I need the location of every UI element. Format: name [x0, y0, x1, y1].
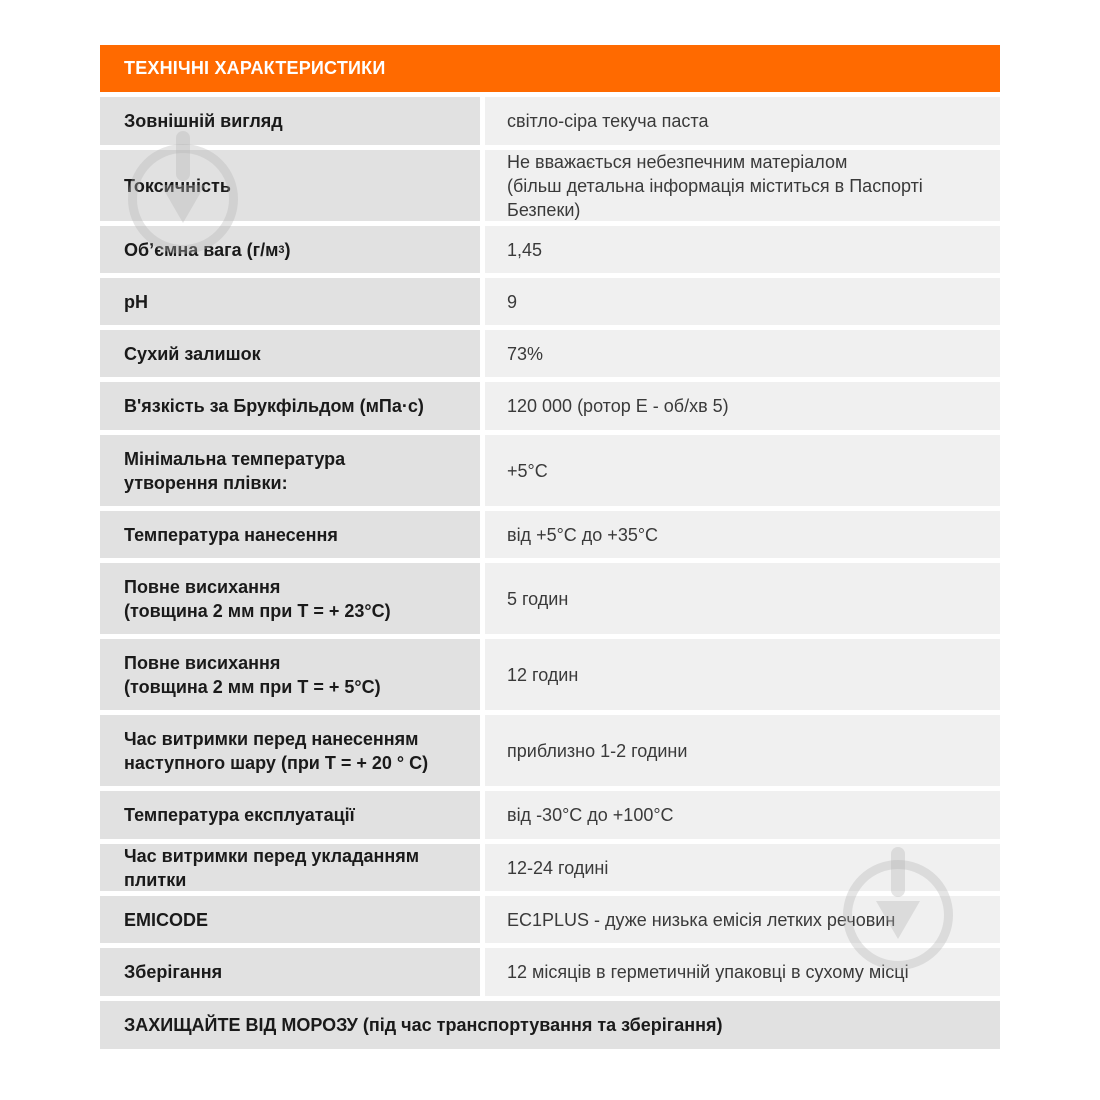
- row-label: EMICODE: [100, 896, 480, 943]
- row-label: Об’ємна вага (г/м 3 ): [100, 226, 480, 273]
- table-row: [100, 226, 1000, 273]
- row-label: Температура експлуатації: [100, 791, 480, 839]
- row-value: 12 місяців в герметичній упаковці в сухому місці: [485, 948, 1000, 996]
- row-label: Повне висихання (товщина 2 мм при Т = + 5°С): [100, 639, 480, 710]
- row-value: приблизно 1-2 години: [485, 715, 1000, 786]
- row-value: від +5°C до +35°C: [485, 511, 1000, 558]
- row-value: +5°C: [485, 435, 1000, 506]
- table-header: [100, 45, 1000, 92]
- table-title: ТЕХНІЧНІ ХАРАКТЕРИСТИКИ: [124, 58, 386, 78]
- row-label: Зберігання: [100, 948, 480, 996]
- table-row: [100, 791, 1000, 839]
- row-value: 1,45: [485, 226, 1000, 273]
- table-row: [100, 330, 1000, 377]
- row-value: Не вважається небезпечним матеріалом (більш детальна інформація міститься в Паспорті Безпеки): [485, 150, 1000, 221]
- row-value: 73%: [485, 330, 1000, 377]
- row-value: від -30°C до +100°C: [485, 791, 1000, 839]
- row-label: В'язкість за Брукфільдом (мПа·с): [100, 382, 480, 430]
- table-row: [100, 511, 1000, 558]
- row-value: EC1PLUS - дуже низька емісія летких речовин: [485, 896, 1000, 943]
- row-value: 12-24 годині: [485, 844, 1000, 891]
- table-row: [100, 563, 1000, 634]
- table-row: [100, 382, 1000, 430]
- row-value: 9: [485, 278, 1000, 325]
- row-value: 120 000 (ротор E - об/хв 5): [485, 382, 1000, 430]
- table-row: [100, 715, 1000, 786]
- table-row: [100, 435, 1000, 506]
- table-row: [100, 278, 1000, 325]
- row-label: Повне висихання (товщина 2 мм при Т = + 23°С): [100, 563, 480, 634]
- table-row: [100, 97, 1000, 145]
- row-label: Температура нанесення: [100, 511, 480, 558]
- row-label: Сухий залишок: [100, 330, 480, 377]
- row-value: 12 годин: [485, 639, 1000, 710]
- frost-warning-note: ЗАХИЩАЙТЕ ВІД МОРОЗУ (під час транспортування та зберігання): [100, 1001, 1000, 1049]
- row-label: Зовнішній вигляд: [100, 97, 480, 145]
- drop-arrow-watermark-icon: [128, 144, 238, 254]
- row-label: Мінімальна температура утворення плівки:: [100, 435, 480, 506]
- row-label: Час витримки перед укладанням плитки: [100, 844, 480, 891]
- row-label: Час витримки перед нанесенням наступного шару (при Т = + 20 ° С): [100, 715, 480, 786]
- table-row: [100, 639, 1000, 710]
- row-label: pH: [100, 278, 480, 325]
- row-label: Токсичність: [100, 150, 480, 221]
- row-value: світло-сіра текуча паста: [485, 97, 1000, 145]
- row-value: 5 годин: [485, 563, 1000, 634]
- drop-arrow-watermark-icon: [843, 860, 953, 970]
